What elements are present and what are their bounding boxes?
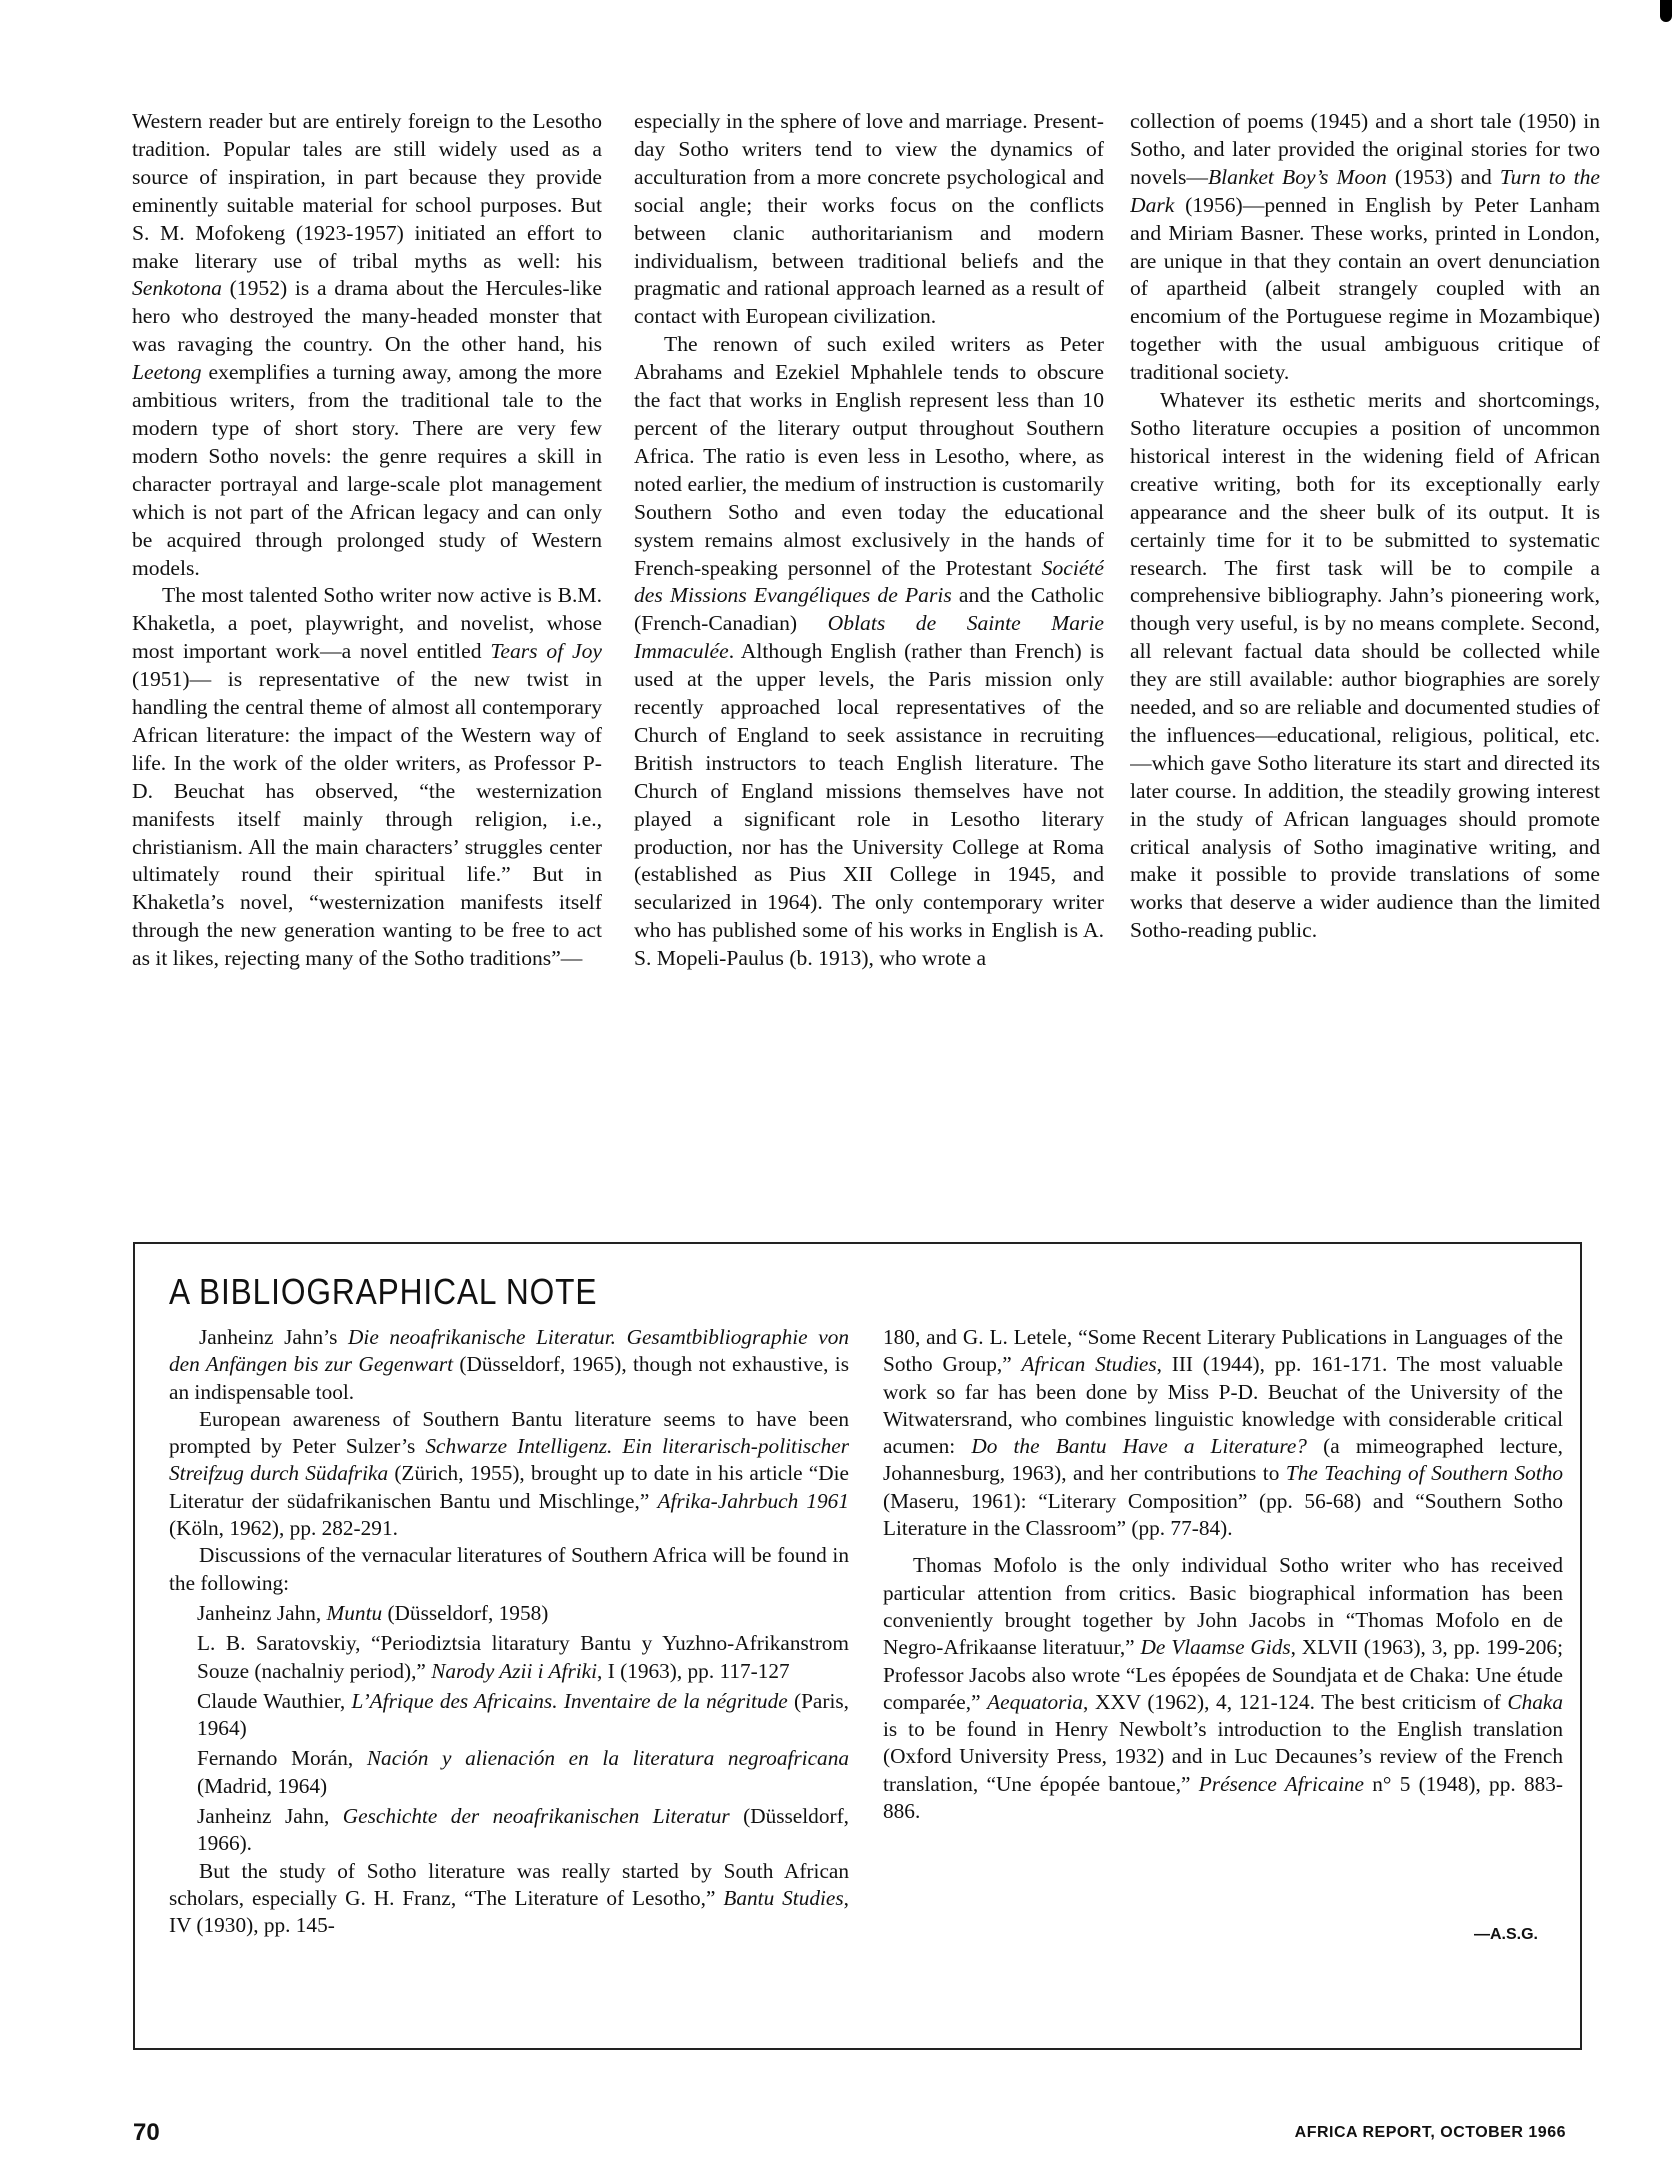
bibliography-paragraph: European awareness of Southern Bantu literature seems to have been prompted by Peter Sulzer’s Schwarze Intelligenz. Ein literarisch-politischer Streifzug durch Südafrika (Zürich, 1955), brought up to date in his article “Die Literatur der südafrikanischen Bantu und Mischlinge,” Afrika-Jahrbuch 1961 (Köln, 1962), pp. 282-291. xyxy=(169,1406,849,1541)
article-paragraph: collection of poems (1945) and a short tale (1950) in Sotho, and later provided the original stories for two novels—Blanket Boy’s Moon (1953) and Turn to the Dark (1956)—penned in English by Peter Lanham and Miriam Basner. These works, printed in London, are unique in that they contain an overt denunciation of apartheid (albeit strangely coupled with an encomium of the Portuguese regime in Mozambique) together with the usual ambiguous critique of traditional society. xyxy=(1130,109,1600,385)
article-paragraph: Whatever its esthetic merits and shortcomings, Sotho literature occupies a position of uncommon historical interest in the widening field of African creative writing, both for its exceptionally early appearance and the sheer bulk of its output. It is certainly time for it to be submitted to systematic research. The first task will be to compile a comprehensive bibliography. Jahn’s pioneering work, though very useful, is by no means complete. Second, all relevant factual data should be collected while they are still available: author biographies are sorely needed, and so are reliable and documented studies of the influences—educational, religious, political, etc.—which gave Sotho literature its start and directed its later course. In addition, the steadily growing interest in the study of African languages should promote critical analysis of Sotho imaginative writing, and make it possible to provide translations of some works that deserve a wider audience than the limited Sotho-reading public. xyxy=(1130,388,1600,943)
article-columns xyxy=(132,108,1600,1208)
bibliography-paragraph: Thomas Mofolo is the only individual Sotho writer who has received particular attention from critics. Basic biographical information has been conveniently brought together by John Jacobs in “Thomas Mofolo en de Negro-Afrikaanse literatuur,” De Vlaamse Gids, XLVII (1963), 3, pp. 199-206; Professor Jacobs also wrote “Les épopées de Soundjata et de Chaka: Une étude comparée,” Aequatoria, XXV (1962), 4, 121-124. The best criticism of Chaka is to be found in Henry Newbolt’s introduction to the English translation (Oxford University Press, 1932) and in Luc Decaunes’s review of the French translation, “Une épopée bantoue,” Présence Africaine n° 5 (1948), pp. 883-886. xyxy=(883,1553,1563,1824)
corner-mark xyxy=(1660,0,1672,22)
bibliography-paragraph: 180, and G. L. Letele, “Some Recent Literary Publications in Languages of the Sotho Group,” African Studies, III (1944), pp. 161-171. The most valuable work so far has been done by Miss P-D. Beuchat of the University of the Witwatersrand, who combines linguistic knowledge with considerable critical acumen: Do the Bantu Have a Literature? (a mimeographed lecture, Johannesburg, 1963), and her contributions to The Teaching of Southern Sotho (Maseru, 1961): “Literary Composition” (pp. 56-68) and “Southern Sotho Literature in the Classroom” (pp. 77-84). xyxy=(883,1325,1563,1541)
running-footer: AFRICA REPORT, OCTOBER 1966 xyxy=(1294,2124,1566,2141)
bibliography-entry: Janheinz Jahn, Geschichte der neoafrikanischen Literatur (Düsseldorf, 1966). xyxy=(197,1804,849,1856)
bibliography-entry: Janheinz Jahn, Muntu (Düsseldorf, 1958) xyxy=(197,1600,549,1625)
article-column-2 xyxy=(634,108,1104,973)
bibliography-entry: Claude Wauthier, L’Afrique des Africains. Inventaire de la négritude (Paris, 1964) xyxy=(197,1688,849,1741)
bibliography-paragraph: But the study of Sotho literature was really started by South African scholars, especially G. H. Franz, “The Literature of Lesotho,” Bantu Studies, IV (1930), pp. 145- xyxy=(169,1858,849,1938)
article-paragraph: Western reader but are entirely foreign to the Lesotho tradition. Popular tales are still widely used as a source of inspiration, in part because they provide eminently suitable material for school purposes. But S. M. Mofokeng (1923-1957) initiated an effort to make literary use of tribal myths as well: his Senkotona (1952) is a drama about the Hercules-like hero who destroyed the many-headed monster that was ravaging the country. On the other hand, his Leetong exemplifies a turning away, among the more ambitious writers, from the traditional tale to the modern type of short story. There are very few modern Sotho novels: the genre requires a skill in character portrayal and large-scale plot management which is not part of the African legacy and can only be acquired through prolonged study of Western models. xyxy=(132,109,602,580)
bibliographical-note-box xyxy=(133,1242,1582,2050)
article-paragraph: The renown of such exiled writers as Peter Abrahams and Ezekiel Mphahlele tends to obscure the fact that works in English represent less than 10 percent of the literary output throughout Southern Africa. The ratio is even less in Lesotho, where, as noted earlier, the medium of instruction is customarily Southern Sotho and even today the educational system remains almost exclusively in the hands of French-speaking personnel of the Protestant Société des Missions Evangéliques de Paris and the Catholic (French-Canadian) Oblats de Sainte Marie Immaculée. Although English (rather than French) is used at the upper levels, the Paris mission only recently approached local representatives of the Church of England to seek assistance in recruiting British instructors to teach English literature. The Church of England missions themselves have not played a significant role in Lesotho literary production, nor has the University College at Roma (established as Pius XII College in 1945, and secularized in 1964). The only contemporary writer who has published some of his works in English is A. S. Mopeli-Paulus (b. 1913), who wrote a xyxy=(634,332,1104,971)
bibliography-entry: L. B. Saratovskiy, “Periodiztsia litaratury Bantu y Yuzhno-Afrikanstrom Souze (nachalniy period),” Narody Azii i Afriki, I (1963), pp. 117-127 xyxy=(197,1631,849,1683)
article-paragraph: The most talented Sotho writer now active is B.M. Khaketla, a poet, playwright, and novelist, whose most important work—a novel entitled Tears of Joy (1951)— is representative of the new twist in handling the central theme of almost all contemporary African literature: the impact of the Western way of life. In the work of the older writers, as Professor P-D. Beuchat has observed, “the westernization manifests itself mainly through religion, i.e., christianism. All the main characters’ struggles center ultimately round their spiritual life.” But in Khaketla’s novel, “westernization manifests itself through the new generation wanting to be free to act as it likes, rejecting many of the Sotho traditions”— xyxy=(132,583,602,971)
article-paragraph: especially in the sphere of love and marriage. Present-day Sotho writers tend to view the dynamics of acculturation from a more concrete psychological and social angle; their works focus on the conflicts between clanic authoritarianism and modern individualism, between traditional beliefs and the pragmatic and rational approach learned as a result of contact with European civilization. xyxy=(634,109,1104,329)
bibliography-entry: Fernando Morán, Nación y alienación en la literatura negroafricana (Madrid, 1964) xyxy=(197,1746,849,1798)
author-signature: —A.S.G. xyxy=(1473,1926,1538,1943)
bibliography-paragraph: Discussions of the vernacular literatures of Southern Africa will be found in the following: xyxy=(169,1543,849,1595)
page-number: 70 xyxy=(133,2119,160,2146)
bibliographical-note-title: A BIBLIOGRAPHICAL NOTE xyxy=(169,1271,598,1312)
article-column-1 xyxy=(132,108,602,973)
bibliography-column-1 xyxy=(169,1324,849,1940)
bibliography-paragraph: Janheinz Jahn’s Die neoafrikanische Literatur. Gesamtbibliographie von den Anfängen bis zur Gegenwart (Düsseldorf, 1965), though not exhaustive, is an indispensable tool. xyxy=(169,1325,849,1404)
bibliography-column-2 xyxy=(883,1324,1563,1825)
article-column-3 xyxy=(1130,108,1600,945)
